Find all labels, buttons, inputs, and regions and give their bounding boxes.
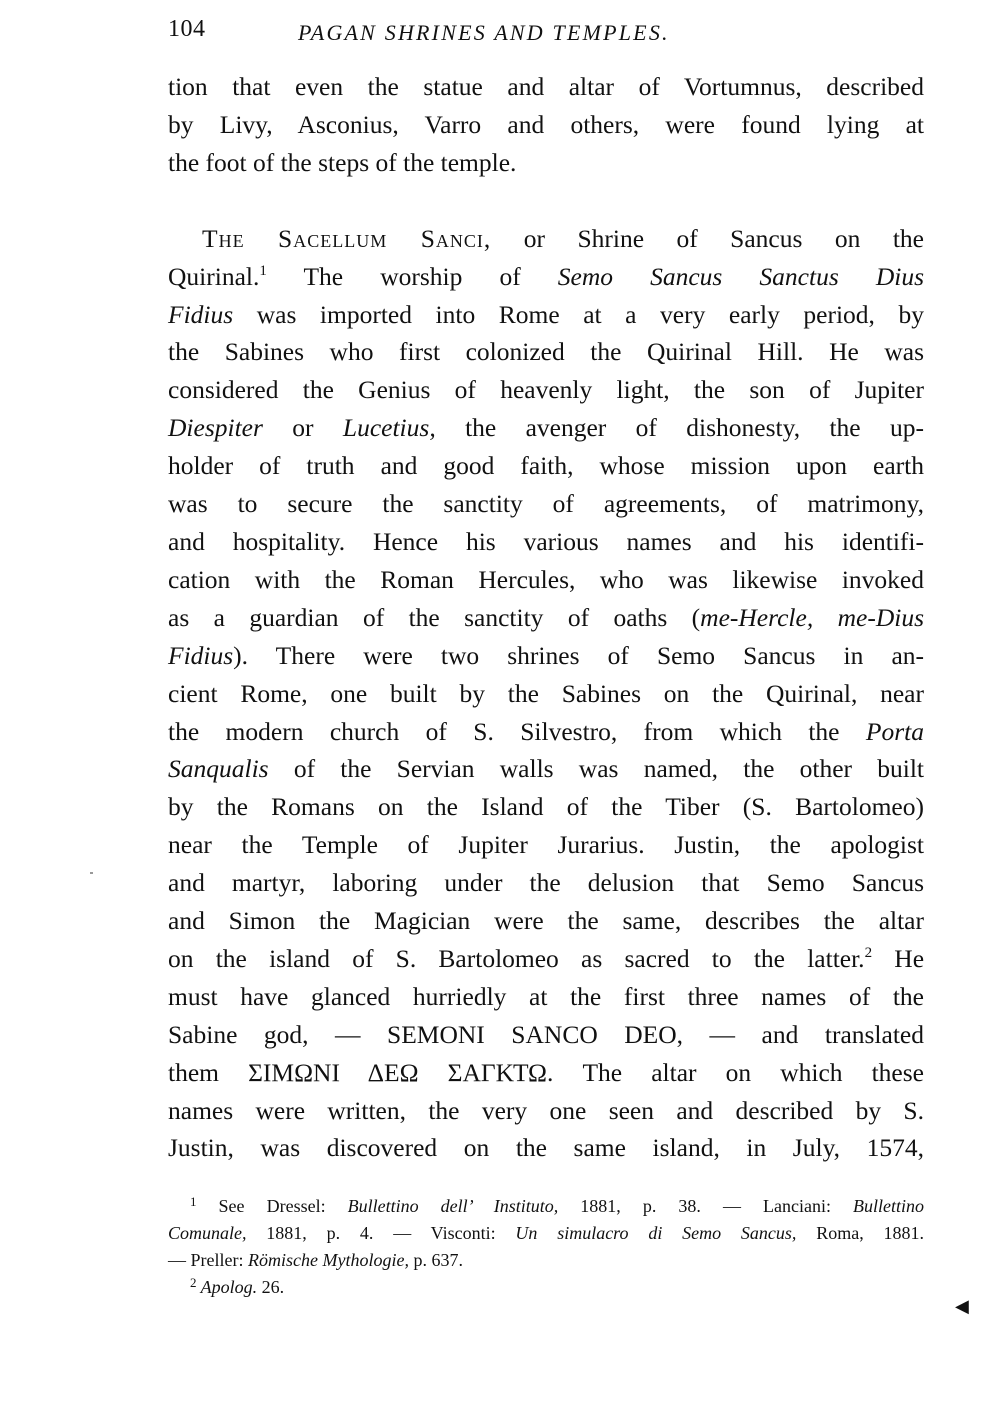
text-line: and martyr, laboring under the delusion that Semo Sancus [168,868,924,898]
text-line: must have glanced hurriedly at the first three names of the [168,981,924,1011]
text-line: considered the Genius of heavenly light, the son of Jupiter [168,375,924,405]
text-line: cient Rome, one built by the Sabines on the Quirinal, near [168,678,924,708]
text-line: cation with the Roman Hercules, who was likewise invoked [168,564,924,594]
text-line: holder of truth and good faith, whose mission upon earth [168,451,924,481]
running-title: PAGAN SHRINES AND TEMPLES. [298,20,670,45]
text-line: was to secure the sanctity of agreements, of matrimony, [168,489,924,519]
text-line: The Sacellum Sanci, or Shrine of Sancus on the [202,223,925,253]
section-heading: The Sacellum Sanci, [202,223,492,253]
scan-speck [90,872,93,874]
page [168,16,924,1301]
text-line: near the Temple of Jupiter Jurarius. Justin, the apologist [168,830,924,860]
paragraph-1 [168,68,924,182]
text-line: them ΣΙΜΩΝΙ ΔΕΩ ΣΑΓΚΤΩ. The altar on which these [168,1057,924,1087]
footnote-ref-2[interactable]: 2 [864,944,873,961]
text-line: Sanqualis of the Servian walls was named, the other built [168,754,924,784]
text-line: Diespiter or Lucetius, the avenger of dishonesty, the up- [168,413,924,443]
text-line: and hospitality. Hence his various names and his identifi- [168,526,924,556]
footnote-1-cont: — Preller: Römische Mythologie, p. 637. [168,1250,463,1271]
text-line: Fidius was imported into Rome at a very early period, by [168,299,924,329]
margin-arrow-icon: ◀ [955,1296,969,1316]
text-line: the Sabines who first colonized the Quirinal Hill. He was [168,337,924,367]
footnote-2: $^2$ Apolog. 26. [190,1275,285,1298]
footnote-ref-1[interactable]: 1 [259,262,267,279]
running-head [168,16,924,58]
footnote-1: $^1$ See Dressel: Bullettino dell’ Instituto, 1881, p. 38. — Lanciani: Bullettino [190,1194,925,1217]
text-line: the modern church of S. Silvestro, from which the Porta [168,716,924,746]
page-number: 104 [168,16,206,42]
text-line: Fidius). There were two shrines of Semo Sancus in an- [168,640,924,670]
text-line: Sabine god, — SEMONI SANCO DEO, — and translated [168,1019,924,1049]
paragraph-2 [168,220,924,1168]
text-line: the foot of the steps of the temple. [168,147,517,177]
text-line: by Livy, Asconius, Varro and others, were found lying at [168,109,924,139]
text-line: Justin, was discovered on the same island, in July, 1574, [168,1133,924,1163]
footnotes [168,1193,924,1301]
text-line: on the island of S. Bartolomeo as sacred to the latter.$^2$ He [168,943,925,973]
text-line: and Simon the Magician were the same, describes the altar [168,906,924,936]
text-line: tion that even the statue and altar of Vortumnus, described [168,72,924,101]
text-line: names were written, the very one seen and described by S. [168,1095,924,1125]
text-line: by the Romans on the Island of the Tiber (S. Bartolomeo) [168,792,924,822]
text-line: as a guardian of the sanctity of oaths (me-Hercle, me-Dius [168,602,924,632]
text-line: Quirinal.$^1$ The worship of Semo Sancus Sanctus Dius [168,261,924,291]
footnote-1-cont: Comunale, 1881, p. 4. — Visconti: Un simulacro di Semo Sancus, Roma, 1881. [168,1223,924,1244]
